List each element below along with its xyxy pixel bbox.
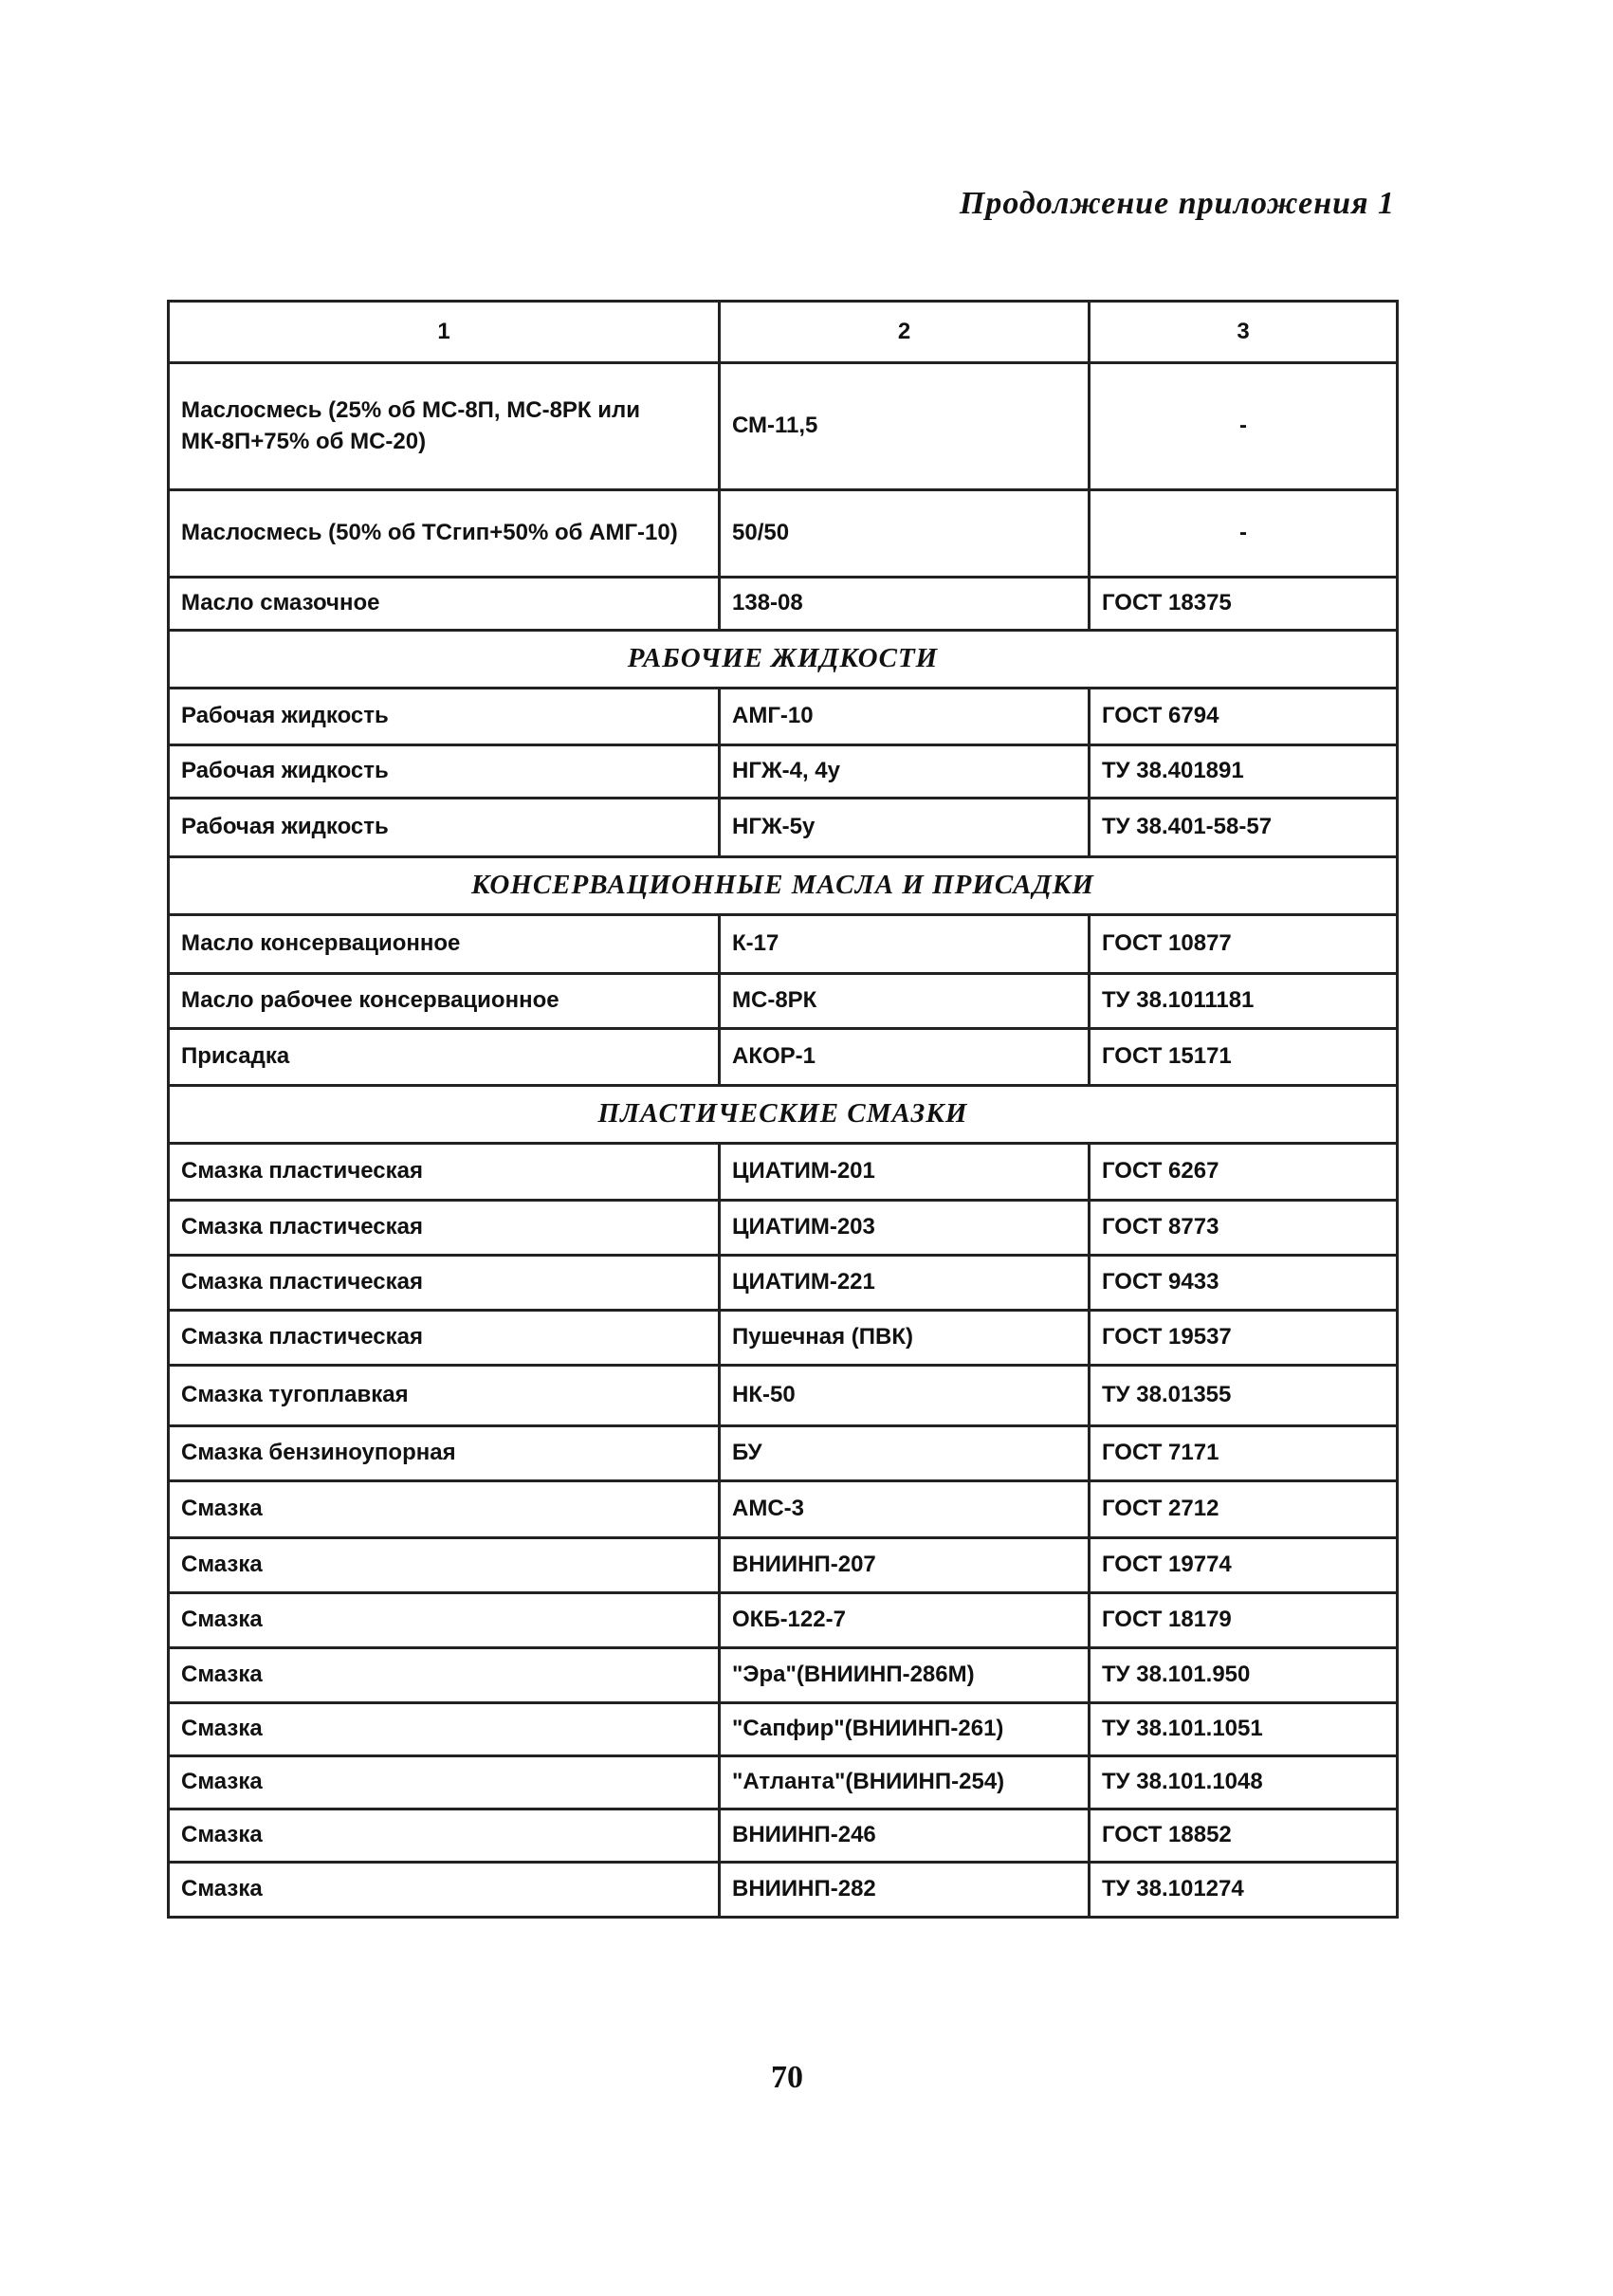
product-name-cell: Рабочая жидкость [169, 689, 720, 745]
product-name-cell: Масло консервационное [169, 915, 720, 974]
product-name-cell: Смазка пластическая [169, 1201, 720, 1256]
grade-cell: ЦИАТИМ-201 [720, 1144, 1090, 1201]
section-title-working-fluids: РАБОЧИЕ ЖИДКОСТИ [169, 631, 1398, 689]
table-row [169, 689, 1398, 745]
grade-cell: АМГ-10 [720, 689, 1090, 745]
grade-cell: ВНИИНП-246 [720, 1809, 1090, 1863]
grade-cell: "Эра"(ВНИИНП-286М) [720, 1648, 1090, 1703]
column-number-3: 3 [1090, 302, 1398, 363]
grade-cell: БУ [720, 1426, 1090, 1481]
product-name-cell: Смазка пластическая [169, 1311, 720, 1366]
standard-cell: - [1090, 363, 1398, 490]
page-header: Продолжение приложения 1 [959, 186, 1395, 221]
table-row [169, 1593, 1398, 1648]
table-row [169, 915, 1398, 974]
product-name-cell: Масло смазочное [169, 578, 720, 631]
table-row [169, 1863, 1398, 1918]
page-number: 70 [771, 2060, 803, 2095]
table-row [169, 1201, 1398, 1256]
product-name-cell: Смазка [169, 1481, 720, 1538]
grade-cell: "Атланта"(ВНИИНП-254) [720, 1756, 1090, 1809]
table-row [169, 1144, 1398, 1201]
lubricants-table [167, 300, 1399, 1919]
grade-cell: ЦИАТИМ-203 [720, 1201, 1090, 1256]
standard-cell: ГОСТ 8773 [1090, 1201, 1398, 1256]
standard-cell: ТУ 38.101274 [1090, 1863, 1398, 1918]
table-row [169, 1311, 1398, 1366]
standard-cell: ГОСТ 19537 [1090, 1311, 1398, 1366]
standard-cell: ТУ 38.1011181 [1090, 974, 1398, 1029]
column-number-1: 1 [169, 302, 720, 363]
standard-cell: ГОСТ 18179 [1090, 1593, 1398, 1648]
grade-cell: 50/50 [720, 490, 1090, 578]
table-row [169, 1648, 1398, 1703]
table-row [169, 974, 1398, 1029]
section-title-plastic-greases: ПЛАСТИЧЕСКИЕ СМАЗКИ [169, 1086, 1398, 1144]
table-row [169, 1256, 1398, 1311]
grade-cell: СМ-11,5 [720, 363, 1090, 490]
product-name-cell: Смазка тугоплавкая [169, 1366, 720, 1426]
table-row [169, 363, 1398, 490]
product-name-cell: Смазка [169, 1648, 720, 1703]
product-name-cell: Смазка пластическая [169, 1144, 720, 1201]
grade-cell: К-17 [720, 915, 1090, 974]
standard-cell: ТУ 38.401891 [1090, 745, 1398, 799]
standard-cell: ГОСТ 2712 [1090, 1481, 1398, 1538]
table-row [169, 578, 1398, 631]
standard-cell: ГОСТ 18375 [1090, 578, 1398, 631]
grade-cell: НГЖ-5у [720, 799, 1090, 857]
grade-cell: ВНИИНП-207 [720, 1538, 1090, 1593]
standard-cell: ГОСТ 18852 [1090, 1809, 1398, 1863]
standard-cell: ТУ 38.01355 [1090, 1366, 1398, 1426]
table-row [169, 1426, 1398, 1481]
section-row [169, 1086, 1398, 1144]
grade-cell: ОКБ-122-7 [720, 1593, 1090, 1648]
standard-cell: ГОСТ 6267 [1090, 1144, 1398, 1201]
product-name-cell: Рабочая жидкость [169, 799, 720, 857]
section-row [169, 857, 1398, 915]
product-name-cell: Маслосмесь (25% об МС-8П, МС-8РК или МК-8П+75% об МС-20) [169, 363, 720, 490]
product-name-cell: Смазка бензиноупорная [169, 1426, 720, 1481]
standard-cell: ТУ 38.101.1051 [1090, 1703, 1398, 1756]
product-name-cell: Масло рабочее консервационное [169, 974, 720, 1029]
table-row [169, 1366, 1398, 1426]
standard-cell: ГОСТ 7171 [1090, 1426, 1398, 1481]
standard-cell: ТУ 38.101.950 [1090, 1648, 1398, 1703]
product-name-cell: Смазка [169, 1756, 720, 1809]
product-name-cell: Присадка [169, 1029, 720, 1086]
section-row [169, 631, 1398, 689]
table-row [169, 1029, 1398, 1086]
grade-cell: "Сапфир"(ВНИИНП-261) [720, 1703, 1090, 1756]
product-name-cell: Смазка [169, 1593, 720, 1648]
standard-cell: ГОСТ 19774 [1090, 1538, 1398, 1593]
grade-cell: АКОР-1 [720, 1029, 1090, 1086]
standard-cell: ГОСТ 9433 [1090, 1256, 1398, 1311]
table-row [169, 1703, 1398, 1756]
standard-cell: ГОСТ 15171 [1090, 1029, 1398, 1086]
column-number-2: 2 [720, 302, 1090, 363]
grade-cell: Пушечная (ПВК) [720, 1311, 1090, 1366]
table-row [169, 799, 1398, 857]
product-name-cell: Смазка [169, 1809, 720, 1863]
grade-cell: ЦИАТИМ-221 [720, 1256, 1090, 1311]
product-name-cell: Смазка [169, 1863, 720, 1918]
grade-cell: 138-08 [720, 578, 1090, 631]
table-row [169, 745, 1398, 799]
grade-cell: НГЖ-4, 4у [720, 745, 1090, 799]
table-row [169, 1538, 1398, 1593]
section-title-preservation-oils: КОНСЕРВАЦИОННЫЕ МАСЛА И ПРИСАДКИ [169, 857, 1398, 915]
grade-cell: АМС-3 [720, 1481, 1090, 1538]
standard-cell: - [1090, 490, 1398, 578]
grade-cell: МС-8РК [720, 974, 1090, 1029]
standard-cell: ГОСТ 10877 [1090, 915, 1398, 974]
grade-cell: ВНИИНП-282 [720, 1863, 1090, 1918]
standard-cell: ТУ 38.101.1048 [1090, 1756, 1398, 1809]
table-row [169, 1809, 1398, 1863]
column-number-row [169, 302, 1398, 363]
product-name-cell: Смазка [169, 1538, 720, 1593]
product-name-cell: Смазка пластическая [169, 1256, 720, 1311]
table-row [169, 1481, 1398, 1538]
product-name-cell: Маслосмесь (50% об ТСгип+50% об АМГ-10) [169, 490, 720, 578]
standard-cell: ГОСТ 6794 [1090, 689, 1398, 745]
standard-cell: ТУ 38.401-58-57 [1090, 799, 1398, 857]
table-row [169, 1756, 1398, 1809]
table-row [169, 490, 1398, 578]
product-name-cell: Смазка [169, 1703, 720, 1756]
grade-cell: НК-50 [720, 1366, 1090, 1426]
product-name-cell: Рабочая жидкость [169, 745, 720, 799]
